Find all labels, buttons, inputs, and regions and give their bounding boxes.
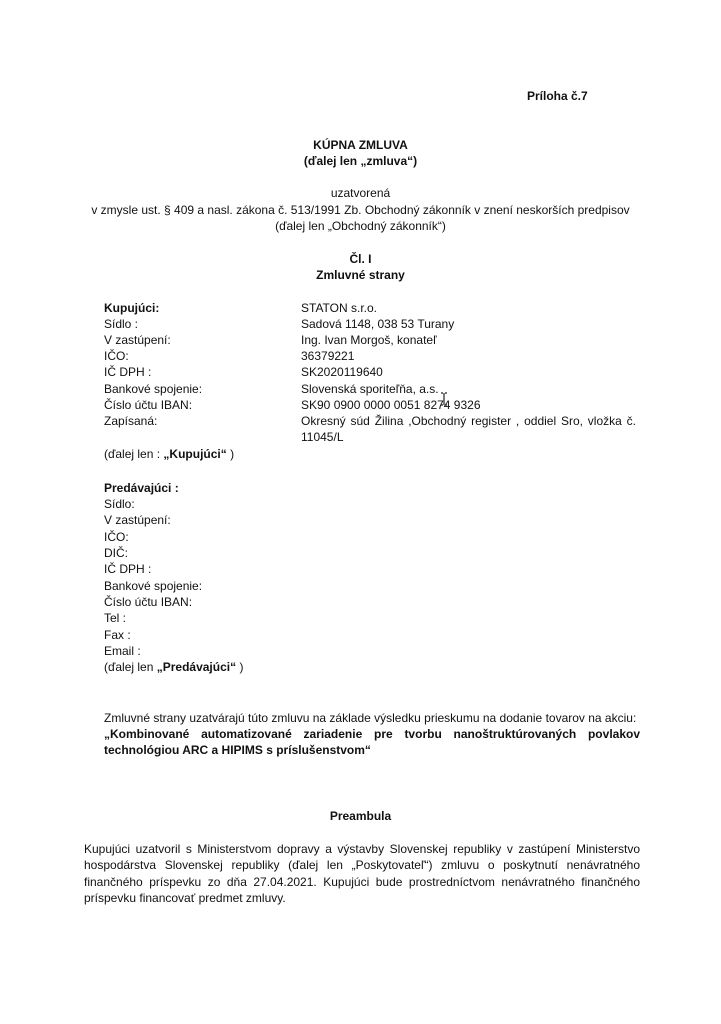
preamble-heading: Preambula: [329, 809, 392, 823]
buyer-label-bank: Bankové spojenie:: [104, 382, 203, 396]
buyer-value-bank: Slovenská sporiteľňa, a.s.: [301, 382, 439, 396]
intro-line-3: (ďalej len „Obchodný zákonník“): [275, 219, 446, 233]
buyer-value-representative: Ing. Ivan Morgoš, konateľ: [301, 333, 437, 347]
document-title: KÚPNA ZMLUVA: [313, 138, 408, 152]
buyer-alias-suffix: ): [226, 447, 235, 461]
agreement-line-1: Zmluvné strany uzatvárajú túto zmluvu na základe výsledku prieskumu na dodanie tovarov na akciu:: [104, 711, 637, 725]
seller-label-ico: IČO:: [104, 530, 129, 544]
buyer-label-registered: Zapísaná:: [104, 414, 158, 428]
seller-label-dic: DIČ:: [104, 546, 128, 560]
seller-alias: [104, 659, 243, 675]
intro-line-1: uzatvorená: [330, 186, 391, 200]
buyer-name: STATON s.r.o.: [301, 301, 378, 315]
article-title: Zmluvné strany: [316, 268, 405, 282]
seller-alias-prefix: (ďalej len: [104, 660, 157, 674]
buyer-value-registered: Okresný súd Žilina ,Obchodný register , oddiel Sro, vložka č.: [301, 414, 636, 428]
buyer-value-seat: Sadová 1148, 038 53 Turany: [301, 317, 455, 331]
annex-label: Príloha č.7: [527, 89, 588, 103]
buyer-label-seat: Sídlo :: [104, 317, 139, 331]
buyer-label-ico: IČO:: [104, 349, 129, 363]
seller-label-fax: Fax :: [104, 628, 131, 642]
document-subtitle: (ďalej len „zmluva“): [303, 154, 418, 168]
seller-label-representative: V zastúpení:: [104, 513, 171, 527]
seller-label-email: Email :: [104, 644, 141, 658]
buyer-alias: [104, 446, 234, 462]
seller-label-tel: Tel :: [104, 611, 127, 625]
buyer-label-representative: V zastúpení:: [104, 333, 171, 347]
seller-label-bank: Bankové spojenie:: [104, 579, 203, 593]
buyer-label-iban: Číslo účtu IBAN:: [104, 398, 193, 412]
seller-heading: Predávajúci :: [104, 481, 179, 495]
buyer-label-vat: IČ DPH :: [104, 365, 152, 379]
preamble-line-2: hospodárstva Slovenskej republiky (ďalej len „Poskytovateľ“) zmluvu o poskytnutí nenávratného: [84, 858, 640, 872]
buyer-value-registered-cont: 11045/L: [301, 430, 344, 444]
article-number: Čl. I: [349, 252, 372, 266]
seller-label-iban: Číslo účtu IBAN:: [104, 595, 193, 609]
buyer-heading: Kupujúci:: [104, 301, 160, 315]
preamble-line-3: finančného príspevku zo dňa 27.04.2021. Kupujúci bude prostredníctvom nenávratného finančného: [84, 875, 640, 889]
agreement-line-3: technológiou ARC a HIPIMS s príslušenstvom“: [104, 743, 371, 757]
preamble-line-1: Kupujúci uzatvoril s Ministerstvom dopravy a výstavby Slovenskej republiky v zastúpení Ministerstvo: [84, 842, 640, 856]
seller-alias-suffix: ): [236, 660, 244, 674]
buyer-value-ico: 36379221: [301, 349, 355, 363]
seller-alias-name: „Predávajúci“: [156, 660, 237, 674]
agreement-line-2: „Kombinované automatizované zariadenie pre tvorbu nanoštruktúrovaných povlakov: [104, 727, 640, 741]
buyer-alias-prefix: (ďalej len :: [104, 447, 164, 461]
buyer-alias-name: „Kupujúci“: [163, 447, 227, 461]
buyer-value-vat: SK2020119640: [301, 365, 383, 379]
intro-line-2: v zmysle ust. § 409 a nasl. zákona č. 513/1991 Zb. Obchodný zákonník v znení neskorších predpisov: [91, 203, 630, 217]
text-cursor-icon: [440, 392, 448, 406]
seller-label-vat: IČ DPH :: [104, 562, 152, 576]
preamble-line-4: príspevku financovať predmet zmluvy.: [84, 891, 286, 905]
seller-label-seat: Sídlo:: [104, 497, 135, 511]
buyer-value-iban: SK90 0900 0000 0051 8274 9326: [301, 398, 481, 412]
